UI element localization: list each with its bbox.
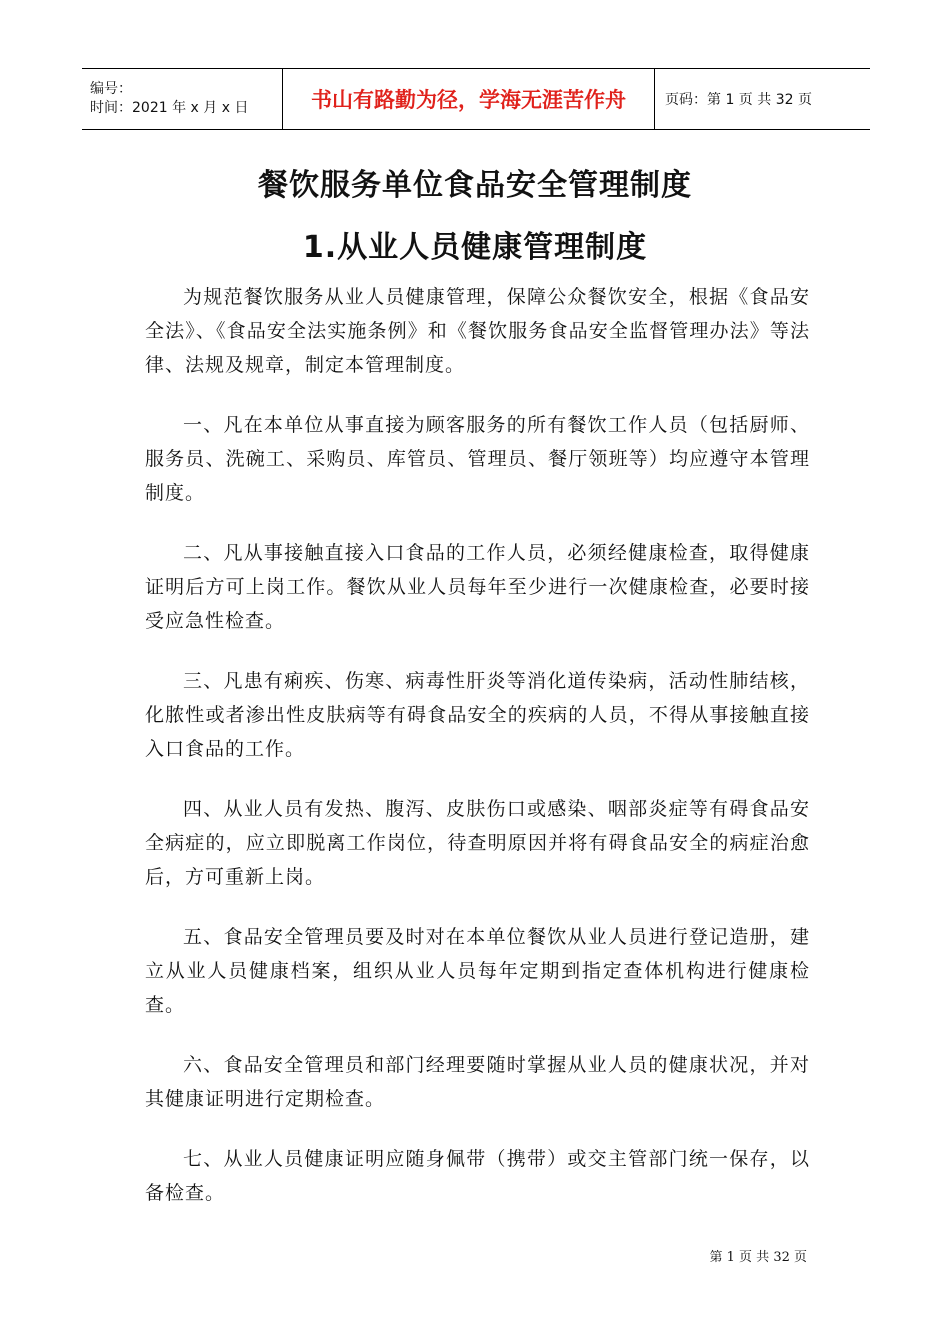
paragraph-2: 二、凡从事接触直接入口食品的工作人员，必须经健康检查，取得健康证明后方可上岗工作。餐饮从业人员每年至少进行一次健康检查，必要时接受应急性检查。 <box>145 542 810 632</box>
page-header <box>82 68 870 130</box>
header-meta <box>82 69 282 129</box>
paragraph-intro: 为规范餐饮服务从业人员健康管理，保障公众餐饮安全，根据《食品安全法》、《食品安全法实施条例》和《餐饮服务食品安全监督管理办法》等法律、法规及规章，制定本管理制度。 <box>145 286 810 376</box>
paragraph-6: 六、食品安全管理员和部门经理要随时掌握从业人员的健康状况，并对其健康证明进行定期检查。 <box>145 1054 810 1110</box>
header-motto: 书山有路勤为径，学海无涯苦作舟 <box>282 69 655 129</box>
document-title: 餐饮服务单位食品安全管理制度 <box>258 168 692 203</box>
paragraph-3: 三、凡患有痢疾、伤寒、病毒性肝炎等消化道传染病，活动性肺结核，化脓性或者渗出性皮肤病等有碍食品安全的疾病的人员，不得从事接触直接入口食品的工作。 <box>145 670 810 760</box>
document-subtitle: 1.从业人员健康管理制度 <box>302 230 648 265</box>
paragraph-7: 七、从业人员健康证明应随身佩带（携带）或交主管部门统一保存，以备检查。 <box>145 1148 810 1204</box>
page-footer: 第 1 页 共 32 页 <box>709 1250 807 1265</box>
time-label: 时间：2021 年 x 月 x 日 <box>90 100 249 116</box>
paragraph-5: 五、食品安全管理员要及时对在本单位餐饮从业人员进行登记造册，建立从业人员健康档案，组织从业人员每年定期到指定查体机构进行健康检查。 <box>145 926 810 1016</box>
code-label: 编号： <box>90 81 132 97</box>
paragraph-1: 一、凡在本单位从事直接为顾客服务的所有餐饮工作人员（包括厨师、服务员、洗碗工、采购员、库管员、管理员、餐厅领班等）均应遵守本管理制度。 <box>145 414 810 504</box>
document-body <box>145 280 810 1236</box>
header-page-info: 页码：第 1 页 共 32 页 <box>665 92 812 108</box>
paragraph-4: 四、从业人员有发热、腹泻、皮肤伤口或感染、咽部炎症等有碍食品安全病症的，应立即脱离工作岗位，待查明原因并将有碍食品安全的病症治愈后，方可重新上岗。 <box>145 798 810 888</box>
